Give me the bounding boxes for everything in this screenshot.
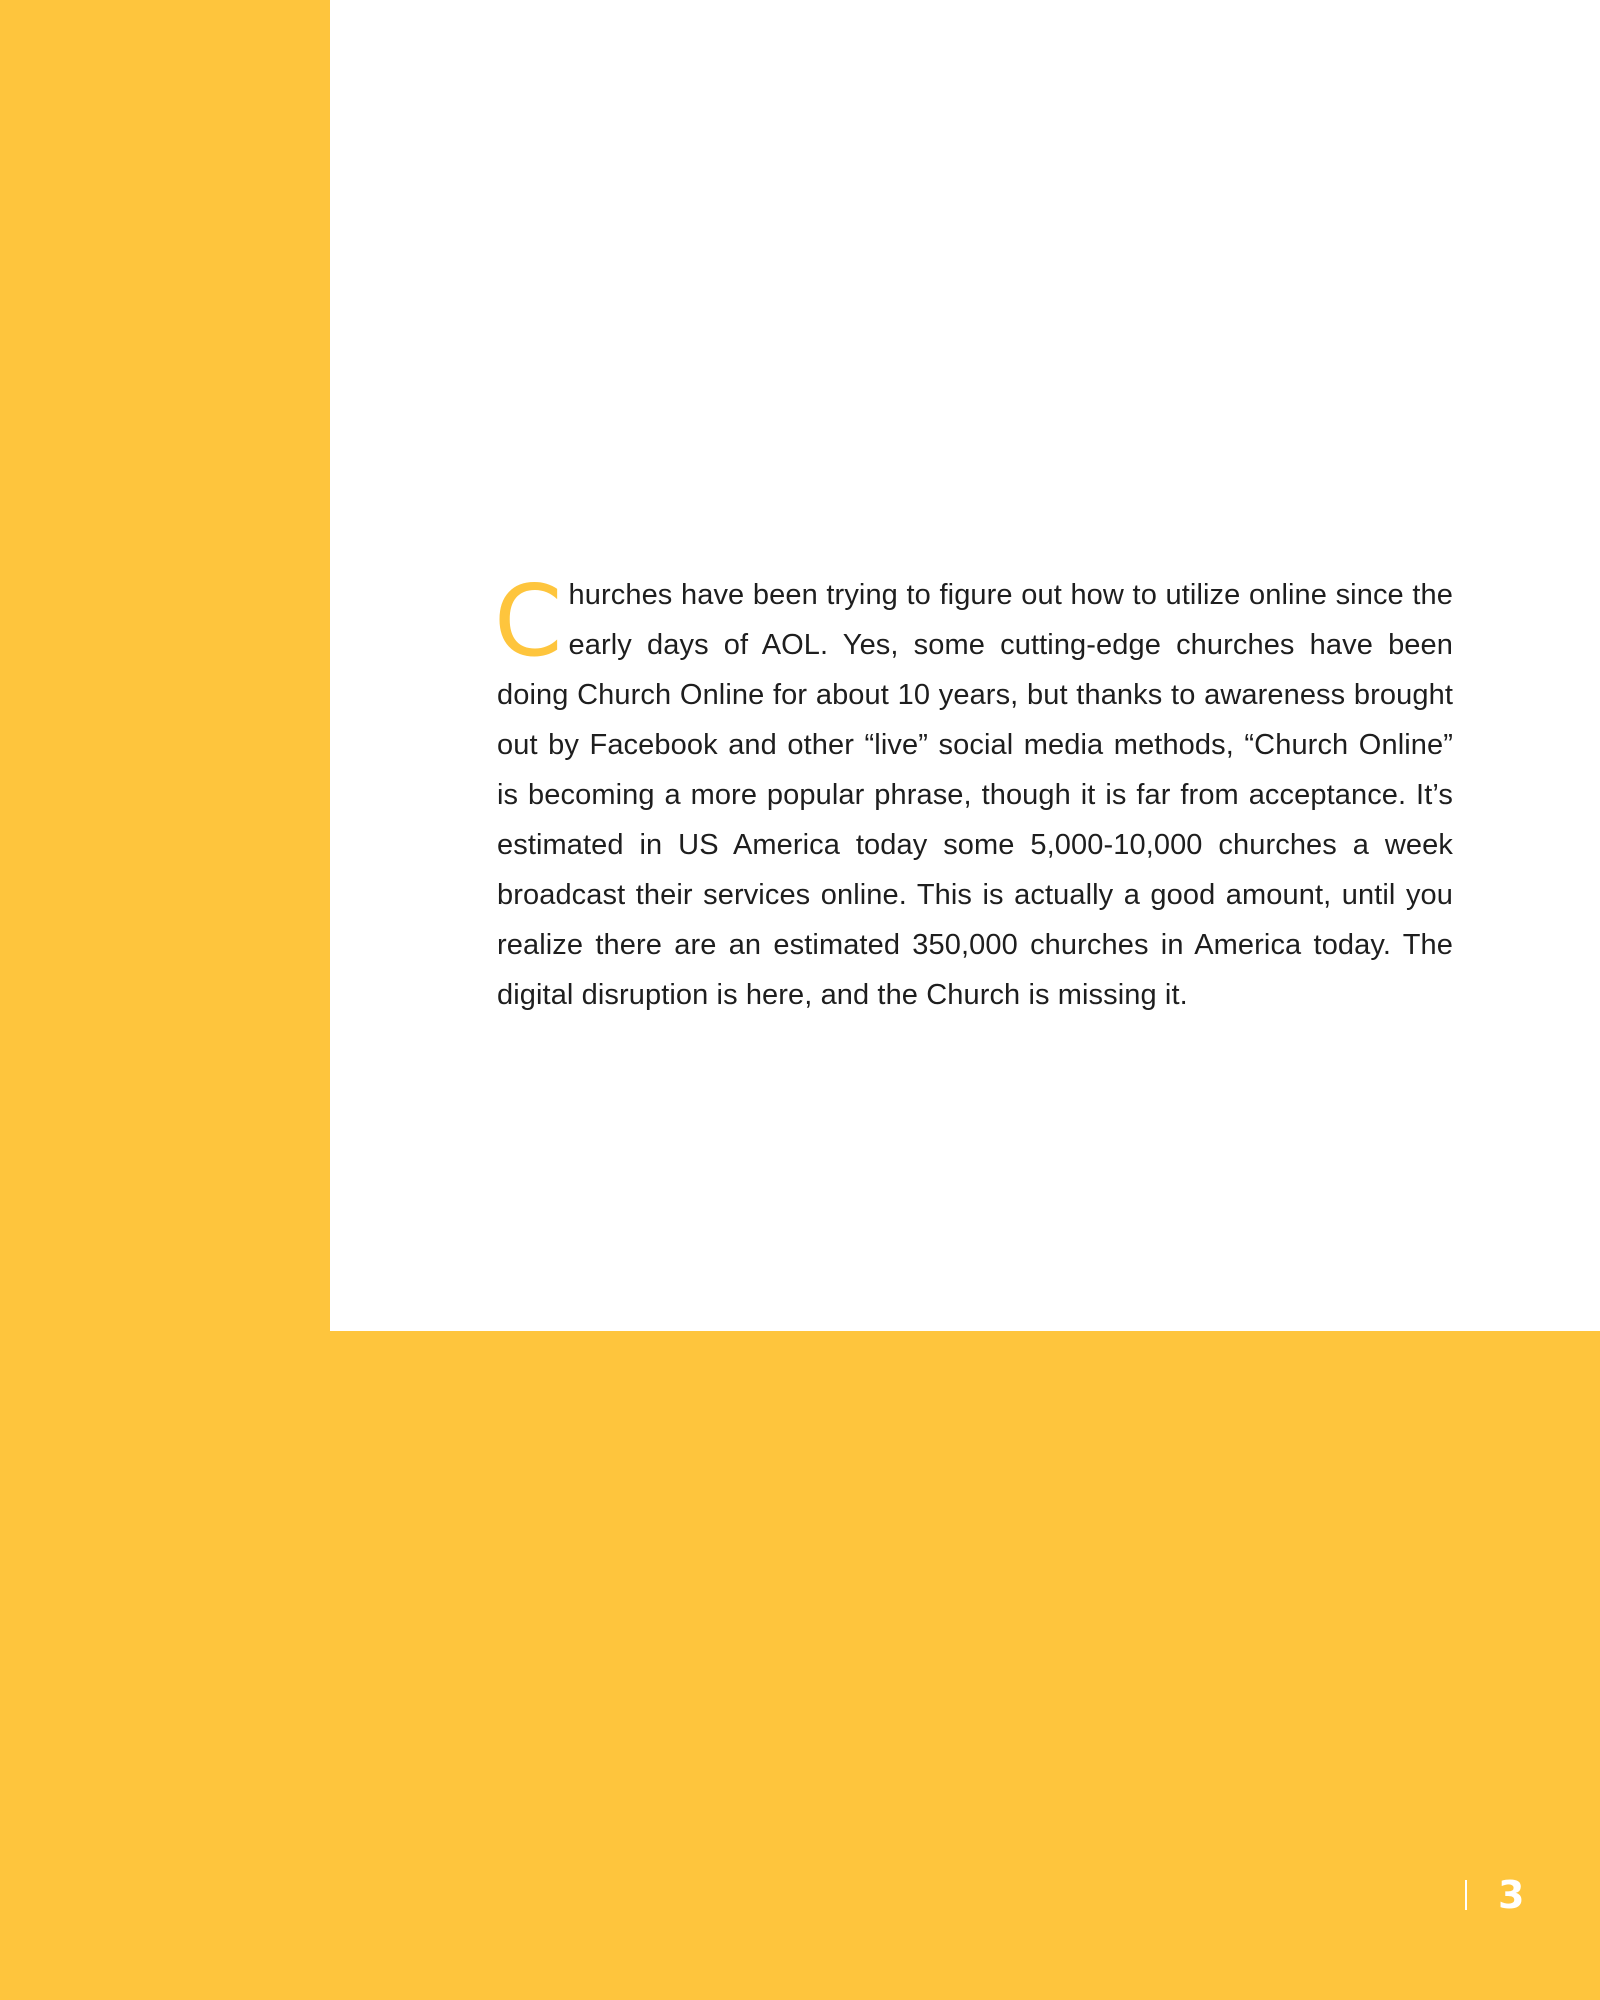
footer-divider <box>1465 1880 1467 1910</box>
paragraph-text: hurches have been trying to figure out how to utilize online since the early days of AOL. Yes, some cutting-edge churches have been doing Church Online for about 10 years, but thanks to awareness brought out by Facebook and other “live” social media methods, “Church Online” is becoming a more popular phrase, though it is far from acceptance. It’s estimated in US America today some 5,000-10,000 churches a week broadcast their services online. This is actually a good amount, until you realize there are an estimated 350,000 churches in America today. The digital disruption is here, and the Church is missing it. <box>497 579 1453 1011</box>
page-number: 3 <box>1498 1873 1525 1917</box>
drop-cap: C <box>494 565 563 679</box>
article-paragraph <box>494 565 1453 1020</box>
